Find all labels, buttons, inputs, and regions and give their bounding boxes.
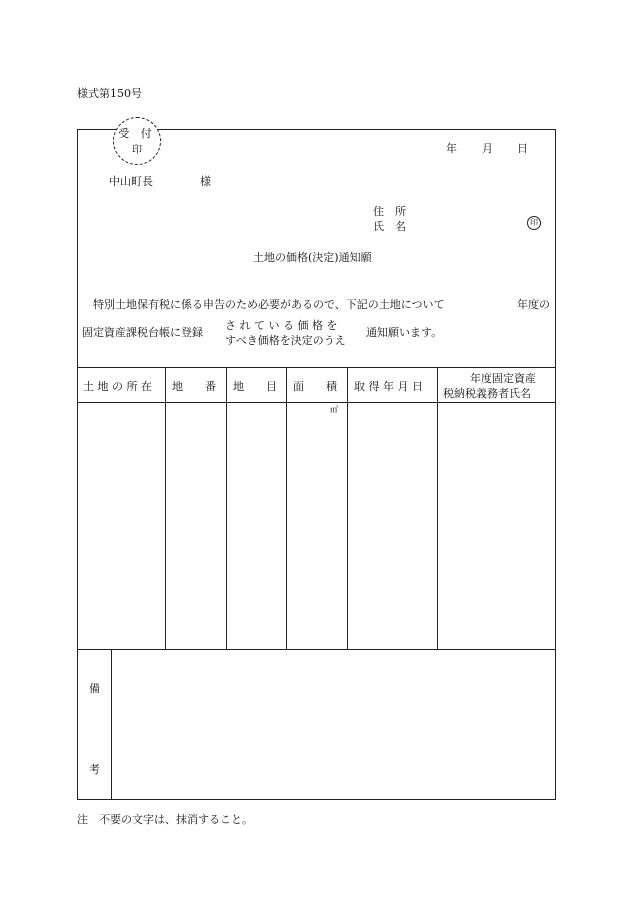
header-taxpayer-line-2: 税納税義務者氏名 [443,387,531,400]
body-line-1: 特別土地保有税に係る申告のため必要があるので、下記の土地について [93,298,445,311]
col-divider-5 [437,367,438,649]
addressee-honorific: 様 [200,175,211,188]
table-top-line [77,367,556,368]
header-land-category: 地 目 [233,380,277,393]
header-acquisition-date: 取 得 年 月 日 [354,380,423,393]
header-area: 面 積 [293,380,337,393]
remarks-divider [111,649,112,800]
form-frame [77,129,556,800]
name-label: 氏 名 [373,220,406,233]
remarks-label-bottom: 考 [89,763,100,776]
body-option-to-decide: すべき価格を決定のうえ [225,334,346,347]
area-unit: ㎡ [330,405,338,414]
header-location: 土 地 の 所 在 [83,380,152,393]
reception-stamp [113,117,161,165]
remarks-label-top: 備 [89,682,100,695]
header-lot-number: 地 番 [172,380,216,393]
address-label: 住 所 [373,205,406,218]
date-day-label: 日 [517,142,528,155]
col-divider-3 [286,367,287,649]
header-taxpayer-line-1: 年度固定資産 [470,372,536,385]
addressee-name: 中山町長 [109,175,153,188]
form-title: 土地の価格(決定)通知願 [253,251,372,264]
seal-icon: 印 [527,216,541,230]
table-bottom-line [77,649,556,650]
col-divider-4 [347,367,348,649]
body-line-1-year: 年度の [517,298,550,311]
form-number: 様式第150号 [77,87,142,100]
col-divider-2 [226,367,227,649]
body-option-registered: さ れ て い る 価 格 を [225,319,338,332]
date-year-label: 年 [446,142,457,155]
date-month-label: 月 [482,142,493,155]
table-header-line [77,402,556,403]
footnote: 注 不要の文字は、抹消すること。 [77,813,253,826]
col-divider-1 [165,367,166,649]
stamp-bottom-text: 印 [132,145,142,156]
stamp-top-text: 受 付 [118,127,156,140]
body-line-2-suffix: 通知願います。 [366,326,443,339]
body-line-2-prefix: 固定資産課税台帳に登録 [82,326,203,339]
